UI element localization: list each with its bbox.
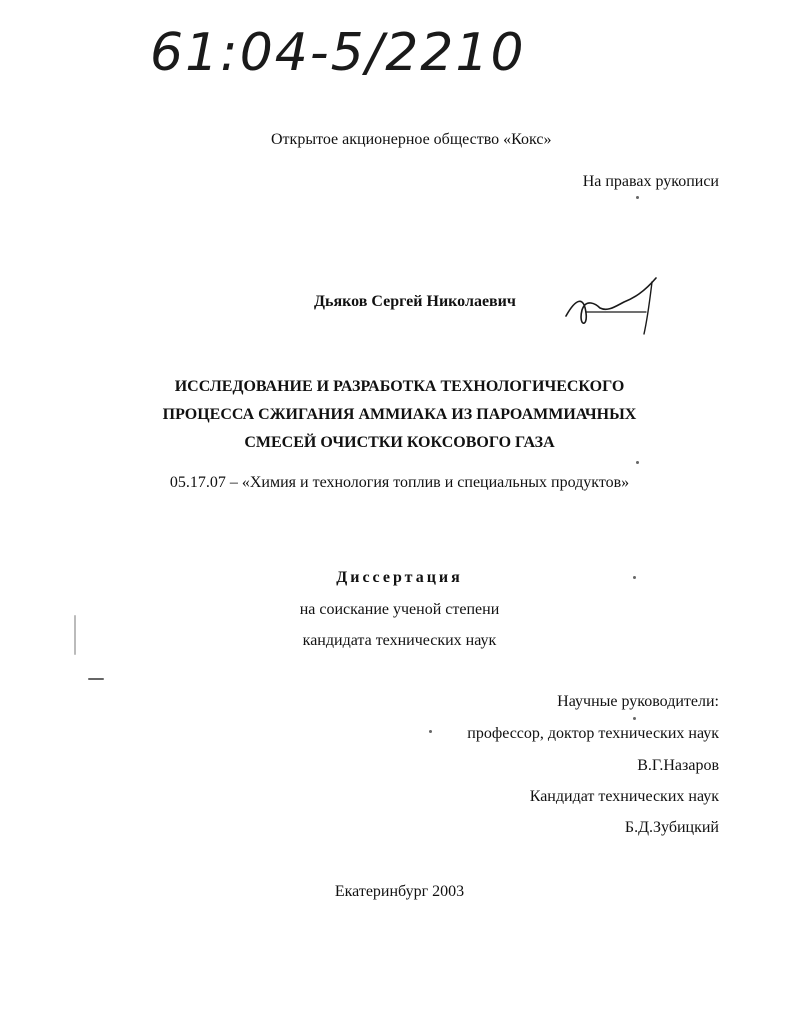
scan-speck <box>633 717 636 720</box>
scan-speck <box>636 196 639 199</box>
supervisor-2-title: Кандидат технических наук <box>529 788 719 805</box>
supervisor-2-name: Б.Д.Зубицкий <box>624 819 719 836</box>
scan-speck <box>633 576 636 579</box>
author-signature <box>556 268 666 338</box>
city-and-year: Екатеринбург 2003 <box>334 883 465 900</box>
title-line: ИССЛЕДОВАНИЕ И РАЗРАБОТКА ТЕХНОЛОГИЧЕСКОГО <box>174 378 625 395</box>
supervisors-heading: Научные руководители: <box>557 693 719 710</box>
supervisor-1-name: В.Г.Назаров <box>637 757 719 774</box>
supervisor-1-title: профессор, доктор технических наук <box>467 725 719 742</box>
document-type: Диссертация <box>336 569 463 586</box>
scan-speck <box>88 678 104 680</box>
title-line: СМЕСЕЙ ОЧИСТКИ КОКСОВОГО ГАЗА <box>244 434 555 451</box>
scan-speck <box>74 615 76 655</box>
archive-number-text: 61:04-5/2210 <box>150 23 526 83</box>
title-line: ПРОЦЕССА СЖИГАНИЯ АММИАКА ИЗ ПАРОАММИАЧНЫХ <box>162 406 637 423</box>
specialty-code: 05.17.07 – «Химия и технология топлив и специальных продуктов» <box>169 474 630 491</box>
degree-line: на соискание ученой степени <box>299 601 500 618</box>
handwritten-archive-number <box>150 14 570 84</box>
dissertation-title <box>0 373 799 457</box>
organization-name: Открытое акционерное общество «Кокс» <box>271 131 552 148</box>
degree-line: кандидата технических наук <box>302 632 497 649</box>
rights-notice: На правах рукописи <box>582 173 719 190</box>
scan-speck <box>429 730 432 733</box>
author-name: Дьяков Сергей Николаевич <box>314 293 516 310</box>
scan-speck <box>636 461 639 464</box>
